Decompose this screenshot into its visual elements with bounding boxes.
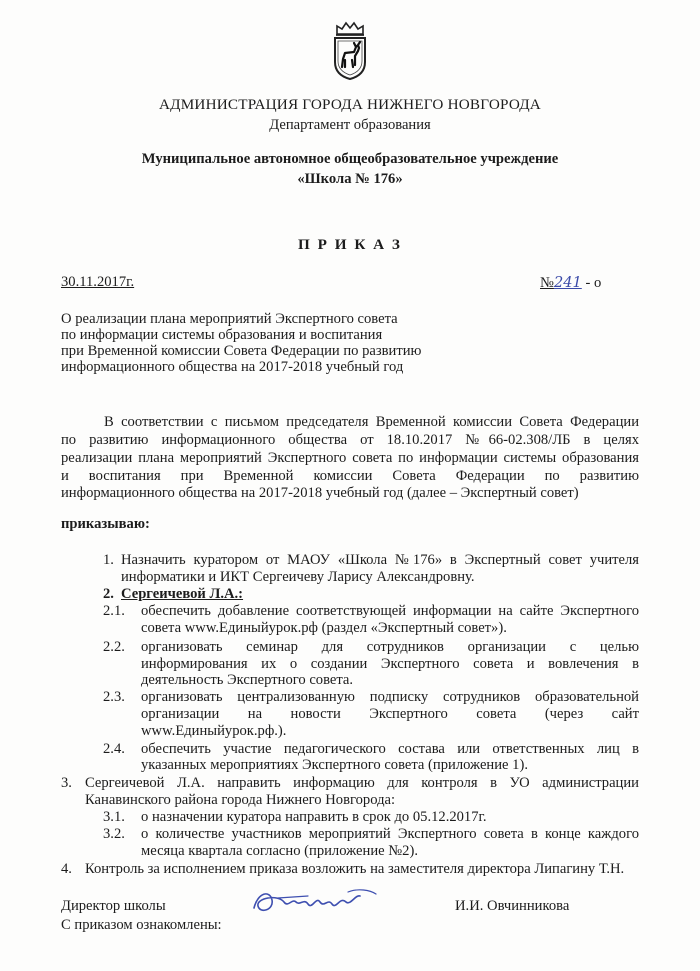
item-number: 2.3. [103, 689, 125, 705]
preamble-line: В соответствии с письмом председателя Временной комиссии Совета Федерации [104, 414, 639, 430]
item-line: совета www.Единыйурок.рф (раздел «Экспертный совет»). [141, 620, 507, 636]
item-line: www.Единыйурок.рф.). [141, 723, 287, 739]
item-line: организовать семинар для сотрудников организации с целью [141, 639, 639, 655]
coat-of-arms-emblem [328, 20, 372, 82]
item-number: 1. [103, 552, 114, 568]
order-date: 30.11.2017г. [61, 274, 135, 290]
acknowledged-label: С приказом ознакомлены: [61, 917, 222, 933]
order-number [540, 274, 601, 292]
director-signature [248, 884, 388, 929]
preamble-line: информационного общества на 2017-2018 учебный год (далее – Экспертный совет) [61, 485, 579, 501]
subject-line: О реализации плана мероприятий Экспертного совета [61, 311, 398, 327]
item-line: информирования их о создании Экспертного совета и вовлечения в [141, 656, 639, 672]
school-name-line1: Муниципальное автономное общеобразовательное учреждение [141, 151, 559, 167]
document-title: П Р И К А З [298, 236, 402, 253]
item-line: Контроль за исполнением приказа возложить на заместителя директора Липагину Т.Н. [85, 861, 625, 877]
director-label: Директор школы [61, 898, 166, 914]
preamble-line: реализации плана мероприятий Экспертного совета по информации системы образования [61, 450, 639, 466]
item-number: 2.1. [103, 603, 125, 619]
item-line: обеспечить участие педагогического состава или ответственных лиц в [141, 741, 639, 757]
item-line: информатики и ИКТ Сергеичеву Ларису Александровну. [121, 569, 475, 585]
department-name: Департамент образования [269, 117, 431, 133]
item-number: 4. [61, 861, 72, 877]
item-number: 2.4. [103, 741, 125, 757]
subject-line: при Временной комиссии Совета Федерации по развитию [61, 343, 422, 359]
item-line: Канавинского района города Нижнего Новгорода: [85, 792, 396, 808]
item-number: 3. [61, 775, 72, 791]
order-number-value: 241 [553, 274, 582, 291]
item-line: организации на новости Экспертного совета (через сайт [141, 706, 639, 722]
school-name-line2: «Школа № 176» [297, 171, 403, 187]
preamble-line: по развитию информационного общества от 18.10.2017 №66-02.308/ЛБ в целях [61, 432, 639, 448]
item-number: 3.1. [103, 809, 125, 825]
item-line: месяца квартала согласно (приложение №2). [141, 843, 418, 859]
item-heading: Сергеичевой Л.А.: [121, 586, 244, 602]
item-number: 2. [103, 586, 114, 602]
item-line: о назначении куратора направить в срок до 05.12.2017г. [141, 809, 487, 825]
item-line: Сергеичевой Л.А. направить информацию для контроля в УО администрации [85, 775, 639, 791]
preamble-line: и воспитания при Временной комиссии Совета Федерации по развитию [61, 468, 639, 484]
director-name: И.И. Овчинникова [455, 898, 570, 914]
item-number: 3.2. [103, 826, 125, 842]
item-line: Назначить куратором от МАОУ «Школа №176» в Экспертный совет учителя [121, 552, 639, 568]
subject-line: по информации системы образования и воспитания [61, 327, 383, 343]
organization-name: АДМИНИСТРАЦИЯ ГОРОДА НИЖНЕГО НОВГОРОДА [159, 96, 541, 113]
item-line: деятельность Экспертного совета. [141, 672, 354, 688]
item-line: указанных мероприятиях Экспертного совета (приложение 1). [141, 757, 528, 773]
number-suffix: - о [581, 275, 602, 291]
item-number: 2.2. [103, 639, 125, 655]
item-line: о количестве участников мероприятий Экспертного совета в конце каждого [141, 826, 639, 842]
order-word: приказываю: [61, 516, 150, 532]
item-line: обеспечить добавление соответствующей информации на сайте Экспертного [141, 603, 639, 619]
number-sign: № [540, 275, 554, 291]
item-line: организовать централизованную подписку сотрудников образовательной [141, 689, 639, 705]
subject-line: информационного общества на 2017-2018 учебный год [61, 359, 404, 375]
